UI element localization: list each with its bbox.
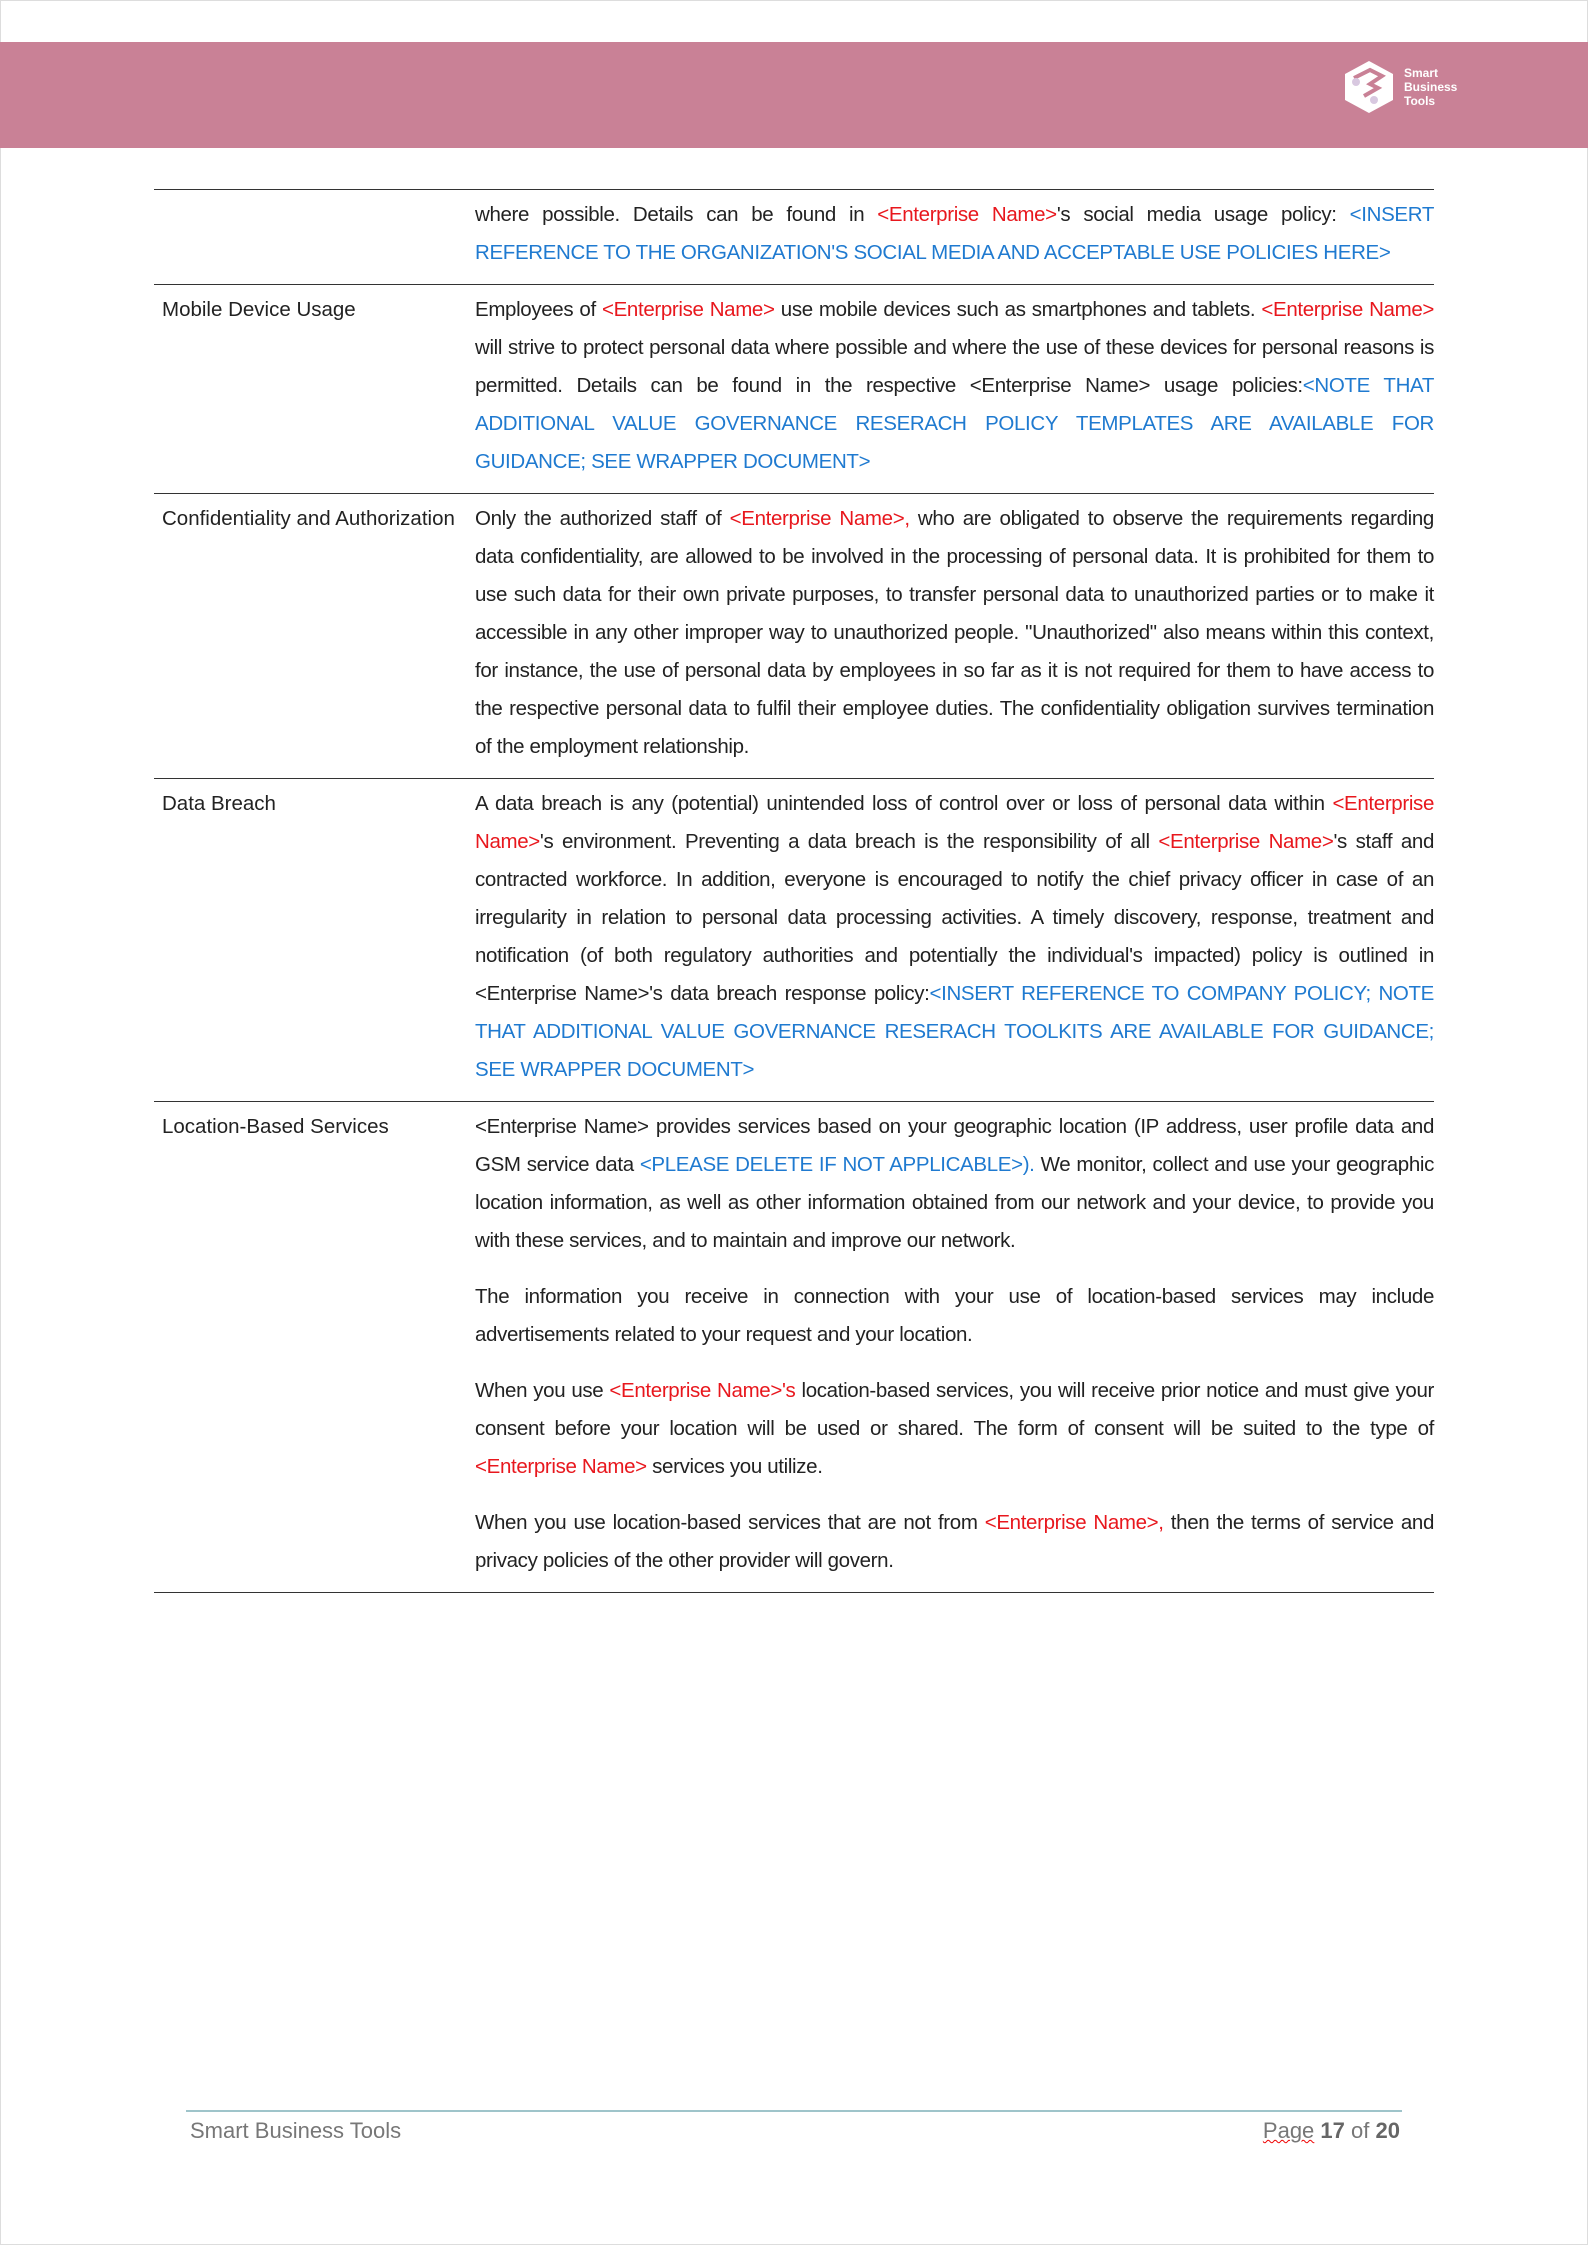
text-segment: The information you receive in connection with your use of location-based services may include advertisements related to your request and your location. bbox=[475, 1285, 1434, 1346]
enterprise-name-placeholder: <Enterprise Name> bbox=[877, 203, 1057, 226]
text-segment: who are obligated to observe the requirements regarding data confidentiality, are allowed to be involved in the processing of personal data. It is prohibited for them to use such data for their own private purposes, to transfer personal data to unauthorized parties or to make it accessible in any other improper way to unauthorized people. "Unauthorized" also means within this context, for instance, the use of personal data by employees in so far as it is not required for them to have access to the respective personal data to fulfil their employee duties. The confidentiality obligation survives termination of the employment relationship. bbox=[475, 507, 1434, 758]
logo-text-line: Business bbox=[1404, 80, 1458, 94]
page-word: Page bbox=[1262, 2118, 1315, 2143]
row-label: Data Breach bbox=[162, 792, 276, 815]
row-label: Mobile Device Usage bbox=[162, 298, 356, 321]
enterprise-name-placeholder: <Enterprise Name> bbox=[1158, 830, 1334, 853]
enterprise-name-placeholder: <Enterprise Name> bbox=[475, 792, 1434, 853]
text-segment: 's staff and contracted workforce. In addition, everyone is encouraged to notify the chief privacy officer in case of an irregularity in relation to personal data processing activities. A timely discovery, response, treatment and notification (of both regulatory authorities and potentially the individual's impacted) policy is outlined in <Enterprise Name>'s data breach response policy: bbox=[475, 830, 1434, 1005]
instruction-placeholder: <INSERT REFERENCE TO COMPANY POLICY; NOTE THAT ADDITIONAL VALUE GOVERNANCE RESERACH TOOLKITS ARE AVAILABLE FOR GUIDANCE; SEE WRAPPER DOCUMENT> bbox=[475, 982, 1434, 1081]
enterprise-name-placeholder: <Enterprise Name>'s bbox=[609, 1379, 796, 1402]
row-content bbox=[475, 785, 1434, 1089]
text-segment: then the terms of service and privacy policies of the other provider will govern. bbox=[475, 1511, 1434, 1572]
text-segment: When you use bbox=[475, 1379, 610, 1402]
text-segment: use mobile devices such as smartphones and tablets. bbox=[774, 298, 1262, 321]
paragraph bbox=[475, 196, 1434, 272]
text-segment: Only the authorized staff of bbox=[475, 507, 730, 530]
page-current: 17 bbox=[1320, 2118, 1345, 2143]
table-row bbox=[154, 284, 1434, 493]
logo-cube-icon bbox=[1340, 58, 1398, 116]
row-label: Confidentiality and Authorization bbox=[162, 507, 455, 530]
logo-text-line: Smart bbox=[1404, 66, 1439, 80]
paragraph bbox=[475, 1108, 1434, 1260]
table-row bbox=[154, 493, 1434, 778]
logo bbox=[1340, 58, 1457, 116]
enterprise-name-placeholder: <Enterprise Name> bbox=[1261, 298, 1434, 321]
row-content bbox=[475, 291, 1434, 481]
row-content bbox=[475, 500, 1434, 766]
paragraph bbox=[475, 785, 1434, 1089]
paragraph bbox=[475, 291, 1434, 481]
table-row bbox=[154, 778, 1434, 1101]
enterprise-name-placeholder: <Enterprise Name> bbox=[601, 298, 775, 321]
text-segment: 's environment. Preventing a data breach is the responsibility of all bbox=[539, 830, 1159, 853]
page-total: 20 bbox=[1375, 2118, 1400, 2143]
text-segment: location-based services, you will receive prior notice and must give your consent before your location will be used or shared. The form of consent will be suited to the type of bbox=[475, 1379, 1434, 1440]
instruction-placeholder: <INSERT REFERENCE TO THE ORGANIZATION'S SOCIAL MEDIA AND ACCEPTABLE USE POLICIES HERE> bbox=[475, 203, 1434, 264]
text-segment: Employees of bbox=[475, 298, 602, 321]
text-segment: where possible. Details can be found in bbox=[475, 203, 878, 226]
text-segment: A data breach is any (potential) unintended loss of control over or loss of personal data within bbox=[475, 792, 1333, 815]
of-word: of bbox=[1351, 2118, 1370, 2143]
text-segment: will strive to protect personal data where possible and where the use of these devices for personal reasons is permitted. Details can be found in the respective <Enterprise Name> usage policies: bbox=[475, 336, 1434, 397]
enterprise-name-placeholder: <Enterprise Name>, bbox=[729, 507, 910, 530]
page-number bbox=[1263, 2118, 1400, 2144]
row-label bbox=[154, 196, 475, 272]
paragraph bbox=[475, 1372, 1434, 1486]
instruction-placeholder: <PLEASE DELETE IF NOT APPLICABLE>). bbox=[639, 1153, 1035, 1176]
table-row bbox=[154, 189, 1434, 284]
instruction-placeholder: <NOTE THAT ADDITIONAL VALUE GOVERNANCE RESERACH POLICY TEMPLATES ARE AVAILABLE FOR GUIDANCE; SEE WRAPPER DOCUMENT> bbox=[475, 374, 1434, 473]
text-segment: services you utilize. bbox=[646, 1455, 823, 1478]
logo-text-line: Tools bbox=[1404, 94, 1436, 108]
text-segment: When you use location-based services that are not from bbox=[475, 1511, 985, 1534]
enterprise-name-placeholder: <Enterprise Name> bbox=[475, 1455, 647, 1478]
footer-company: Smart Business Tools bbox=[190, 2118, 402, 2143]
paragraph bbox=[475, 1278, 1434, 1354]
text-segment: <Enterprise Name> provides services based on your geographic location (IP address, user profile data and GSM service data bbox=[475, 1115, 1434, 1176]
row-label: Location-Based Services bbox=[162, 1115, 389, 1138]
paragraph bbox=[475, 500, 1434, 766]
text-segment: We monitor, collect and use your geographic location information, as well as other information obtained from our network and your device, to provide you with these services, and to maintain and improve our network. bbox=[475, 1153, 1434, 1252]
row-content bbox=[475, 196, 1434, 272]
footer-divider bbox=[186, 2110, 1402, 2112]
policy-table bbox=[154, 189, 1434, 1593]
table-row bbox=[154, 1101, 1434, 1593]
text-segment: 's social media usage policy: bbox=[1056, 203, 1350, 226]
row-content bbox=[475, 1108, 1434, 1580]
paragraph bbox=[475, 1504, 1434, 1580]
enterprise-name-placeholder: <Enterprise Name>, bbox=[984, 1511, 1164, 1534]
